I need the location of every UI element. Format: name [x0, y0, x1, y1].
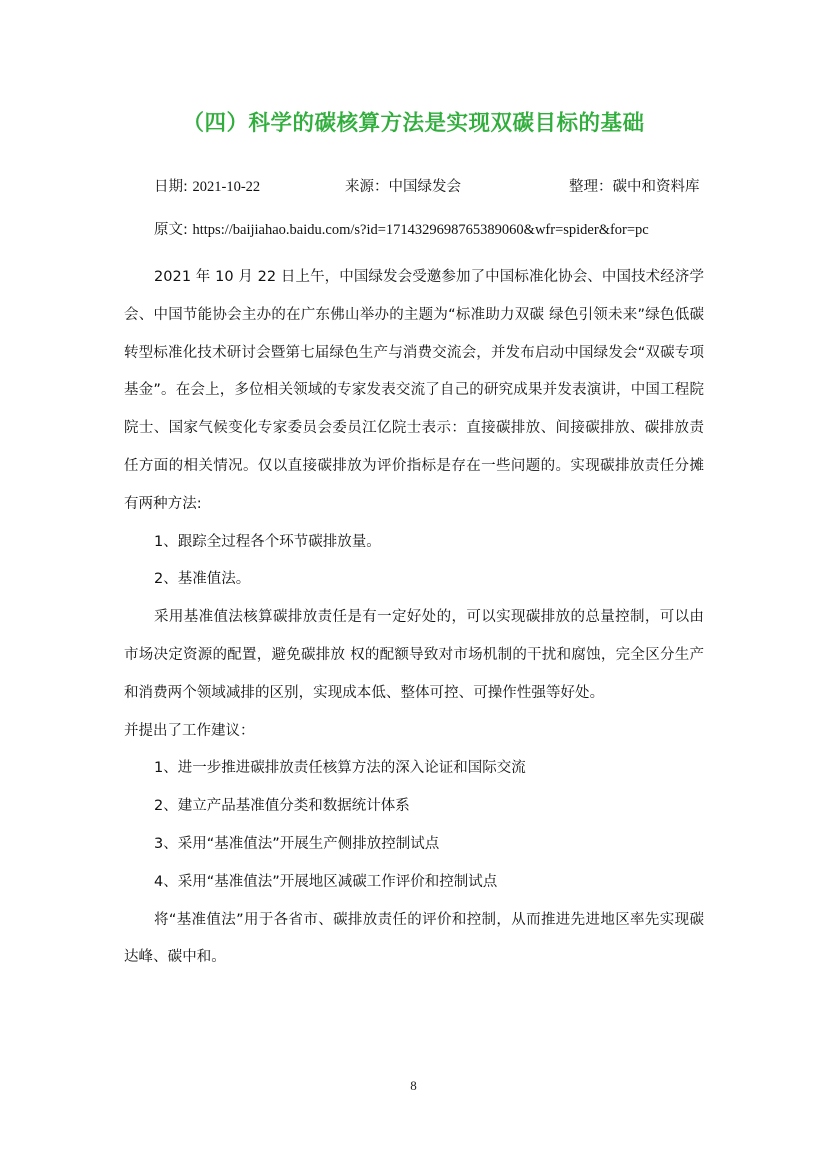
- list-item-method-1: 1、跟踪全过程各个环节碳排放量。: [154, 533, 381, 550]
- intro-paragraph: 2021 年 10 月 22 日上午，中国绿发会受邀参加了中国标准化协会、中国技术经济学会、中国节能协会主办的在广东佛山举办的主题为“标准助力双碳 绿色引领未来”绿色低碳转型标准化技术研讨会暨第七届绿色生产与消费交流会，并发布启动中国绿发会“双碳专项基金”。在会上，多位相关领域的专家发表交流了自己的研究成果并发表演讲，中国工程院院士、国家气候变化专家委员会委员江亿院士表示：直接碳排放、间接碳排放、碳排放责任方面的相关情况。仅以直接碳排放为评价指标是存在一些问题的。实现碳排放责任分摊有两种方法:: [124, 269, 704, 512]
- date-value: 2021-10-22: [192, 179, 261, 195]
- list-item-suggestion-3: 3、采用“基准值法”开展生产侧排放控制试点: [154, 835, 440, 852]
- article-body: [124, 259, 704, 977]
- editor-label: 整理：: [569, 179, 613, 195]
- source-field: [345, 176, 461, 198]
- list-item-suggestion-1: 1、进一步推进碳排放责任核算方法的深入论证和国际交流: [154, 760, 526, 777]
- url-label: 原文:: [154, 222, 188, 238]
- editor-field: [569, 176, 700, 198]
- explanation-paragraph: 采用基准值法核算碳排放责任是有一定好处的，可以实现碳排放的总量控制，可以由市场决定资源的配置，避免碳排放 权的配额导致对市场机制的干扰和腐蚀，完全区分生产和消费两个领域减排的区别，实现成本低、整体可控、可操作性强等好处。: [124, 609, 704, 701]
- editor-value: 碳中和资料库: [612, 179, 700, 195]
- section-title: （四）科学的碳核算方法是实现双碳目标的基础: [182, 111, 645, 136]
- source-value: 中国绿发会: [388, 179, 461, 195]
- page-number: 8: [410, 1078, 417, 1093]
- list-item-suggestion-2: 2、建立产品基准值分类和数据统计体系: [154, 798, 410, 815]
- date-label: 日期:: [154, 179, 188, 195]
- conclusion-paragraph: 将“基准值法”用于各省市、碳排放责任的评价和控制，从而推进先进地区率先实现碳达峰、碳中和。: [124, 911, 704, 966]
- date-field: [154, 176, 260, 198]
- suggestions-heading: 并提出了工作建议：: [124, 722, 255, 739]
- source-label: 来源：: [345, 179, 389, 195]
- list-item-method-2: 2、基准值法。: [154, 571, 251, 588]
- list-item-suggestion-4: 4、采用“基准值法”开展地区减碳工作评价和控制试点: [154, 873, 498, 890]
- source-url-link[interactable]: https://baijiahao.baidu.com/s?id=1714329698765389060&wfr=spider&for=pc: [192, 222, 649, 238]
